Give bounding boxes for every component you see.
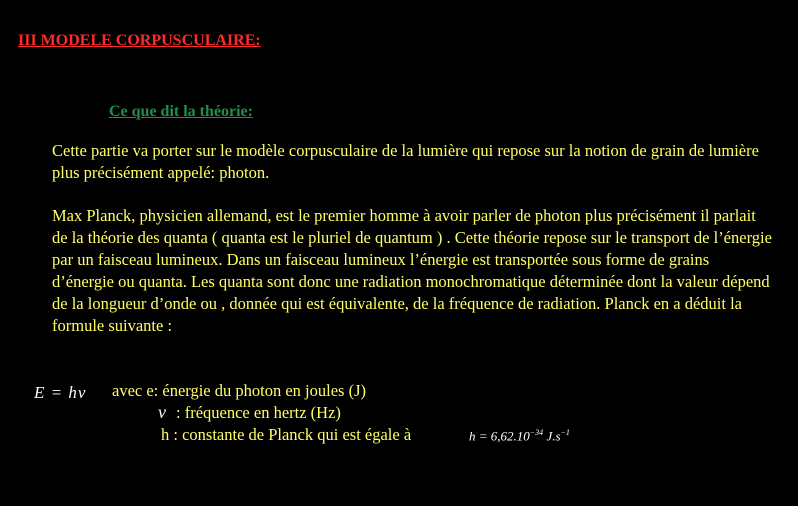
planck-exponent: −34 bbox=[529, 428, 544, 437]
planck-definition: h : constante de Planck qui est égale à bbox=[161, 425, 412, 444]
section-title: III MODELE CORPUSCULAIRE: bbox=[18, 32, 261, 49]
energy-formula: E = hν bbox=[34, 383, 87, 402]
nu-symbol: ν bbox=[158, 402, 166, 422]
subtitle: Ce que dit la théorie: bbox=[109, 103, 253, 120]
planck-unit-exponent: −1 bbox=[560, 428, 570, 437]
planck-unit: J.s bbox=[543, 428, 561, 444]
frequency-definition: : fréquence en hertz (Hz) bbox=[176, 403, 341, 422]
planck-paragraph: Max Planck, physicien allemand, est le premier homme à avoir parler de photon plus précisément il parlait de la théorie des quanta ( quanta est le pluriel de quantum ) . Cette théorie repose sur le transport de l’énergie par un faisceau lumineux. Dans un faisceau lumineux l’énergie est transportée sous forme de grains d’énergie ou quanta. Les quanta sont donc une radiation monochromatique déterminée dont la valeur dépend de la longueur d’onde ou , donnée qui est équivalente, de la fréquence de radiation. Planck en a déduit la formule suivante : bbox=[52, 206, 772, 335]
planck-base: h = 6,62.10 bbox=[469, 428, 530, 444]
planck-constant-formula bbox=[469, 428, 570, 444]
energy-definition: avec e: énergie du photon en joules (J) bbox=[112, 381, 366, 400]
intro-paragraph: Cette partie va porter sur le modèle corpusculaire de la lumière qui repose sur la notion de grain de lumière plus précisément appelé: photon. bbox=[52, 141, 759, 182]
